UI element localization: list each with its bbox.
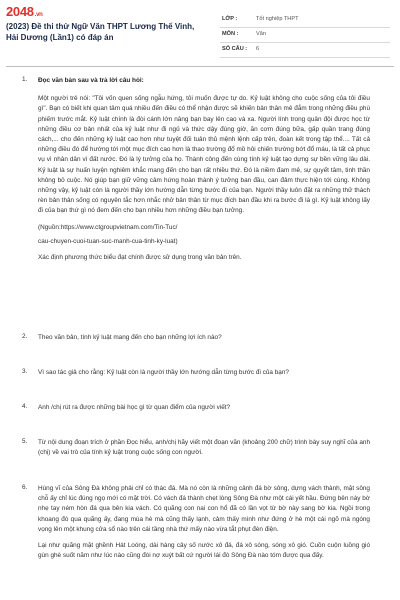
question-text: Anh /chị rút ra được những bài học gì từ quan điểm của người viết? xyxy=(38,404,231,411)
logo-text: 2048 xyxy=(6,4,34,19)
meta-value: Văn xyxy=(256,31,266,37)
meta-row-subject xyxy=(220,28,390,43)
source-line: cau-chuyen-cuoi-tuan-suc-manh-cua-tinh-ky-luat) xyxy=(38,237,178,245)
source-line: (Nguồn:https://www.ctgroupvietnam.com/Tin-Tuc/ xyxy=(38,223,178,231)
question-text: Từ nội dung đoạn trích ở phần Đọc hiểu, anh/chị hãy viết một đoạn văn (khoảng 200 chữ) trình bày suy nghĩ của anh (chị) về vai trò của tính kỷ luật trong cuộc sống con người. xyxy=(38,439,370,457)
meta-row-question-count xyxy=(220,43,390,58)
question-prompt: Xác định phương thức biểu đạt chính được sử dụng trong văn bản trên. xyxy=(38,254,242,262)
site-logo[interactable] xyxy=(6,4,43,19)
question-number: 6. xyxy=(22,484,28,491)
meta-value: Tốt nghiệp THPT xyxy=(256,16,299,22)
meta-key: MÔN : xyxy=(222,31,239,37)
question-number: 4. xyxy=(22,403,28,410)
meta-row-grade xyxy=(220,13,390,28)
document-title: (2023) Đề thi thử Ngữ Văn THPT Lương Thế Vinh, Hải Dương (Lần1) có đáp án xyxy=(6,22,195,42)
meta-key: SỐ CÂU : xyxy=(222,46,248,52)
passage-paragraph: Lại như quãng mặt ghềnh Hát Loóng, dài hàng cây số nước xô đá, đá xô sóng, sóng xô gió. Cuồn cuộn luồng gió gùn ghè suốt năm như lúc nào cũng đòi nợ xuýt bất cứ người lái đò Sông Đà nào tóm được qua đấy. xyxy=(38,542,370,560)
header-divider xyxy=(6,66,394,67)
passage-paragraph: Hùng vĩ của Sông Đà không phải chỉ có thác đá. Mà nó còn là những cảnh đá bờ sông, dựng vách thành, mặt sông chỗ ấy chỉ lúc đúng ngọ mới có mặt trời. Có vách đá thành chẹt lòng Sông Đà như một cái yết hầu. Đứng bên này bờ nhẹ tay ném hòn đá qua bên kia vách. Có quãng con nai con hổ đã có lần vọt từ bờ này sang bờ kia. Ngồi trong khoang đò qua quãng ấy, đang mùa hè mà cũng thấy lạnh, cảm thấy mình như đứng ở hè một cái ngõ mà ngóng vọng lên một khung cửa sổ nào trên cái tầng nhà thứ mấy nào vừa tắt phụt đèn điện. xyxy=(38,485,370,533)
question-text: Theo văn bản, tính kỷ luật mang đến cho bạn những lợi ích nào? xyxy=(38,334,222,341)
question-text: Vì sao tác giả cho rằng: Kỷ luật còn là người thầy lớn hướng dẫn từng bước đi của bạn? xyxy=(38,369,289,376)
reading-passage xyxy=(38,94,370,216)
question-content xyxy=(38,484,370,565)
question-number: 3. xyxy=(22,368,28,375)
passage-source xyxy=(38,223,370,247)
passage-text: Một người trẻ nói: "Tôi vốn quen sống ngẫu hứng, tôi muốn được tự do. Kỷ luật không cho cuộc sống của tôi điều gì". Bạn có biết khi quan tâm quá nhiều đến điều có thể nhận được sẽ khiến bản thân mê đắm trong những điều phù phiếm trước mắt. Kỷ luật chính là đòi cánh lớn nâng bạn bay lên cao và xa. Người lính trong quân đội được học từ những điều cơ bản nhất của kỷ luật như đi ngủ và thức dậy đúng giờ, ăn cơm đúng bữa, gấp quần trang đúng cách,... cho đến những kỷ luật cao hơn như tuyệt đối tuân thủ mệnh lệnh cấp trên, đoàn kết trong tập thể.... Tất cả những điều đó để hướng tới một mục đích cao hơn là thao trường đổ mồ hôi chiến trường bớt đổ máu, là tất cả phục vụ vì nhân dân vì đất nước. Đó là lý tưởng của họ. Thành công đến cùng tính kỷ luật tạo dựng sự bền vững lâu dài. Kỷ luật là sự huấn luyện nghiêm khắc mang đến cho bạn rất nhiều thứ. Đó là niềm đam mê, sự quyết tâm, tinh thần không bỏ cuộc. Nó giúp bạn giữ vững cảm hứng hoàn thành ý tưởng ban đầu, can đảm thực hiện tới cùng. Không những vậy, kỷ luật còn là người thầy lớn hướng dẫn từng bước đi của bạn. Người thầy luôn đặt ra những thử thách rèn bản thân sống có nguyên tắc hơn nhắc nhở bản thân từ mục đích ban đầu khi ra bước đi là gì. Kỷ luật không lấy đi của bạn thứ gì nó đem đến cho bạn nhiều hơn những điều bạn tưởng. xyxy=(38,95,370,215)
exam-meta-table xyxy=(220,13,390,58)
meta-key: LỚP : xyxy=(222,16,238,22)
question-number: 2. xyxy=(22,333,28,340)
logo-suffix: .vn xyxy=(34,12,43,18)
question-number: 1. xyxy=(22,76,28,83)
question-content xyxy=(38,76,370,263)
question-title: Đọc văn bản sau và trả lời câu hỏi: xyxy=(38,77,144,84)
meta-value: 6 xyxy=(256,46,260,52)
page-header xyxy=(0,0,400,62)
question-number: 5. xyxy=(22,438,28,445)
